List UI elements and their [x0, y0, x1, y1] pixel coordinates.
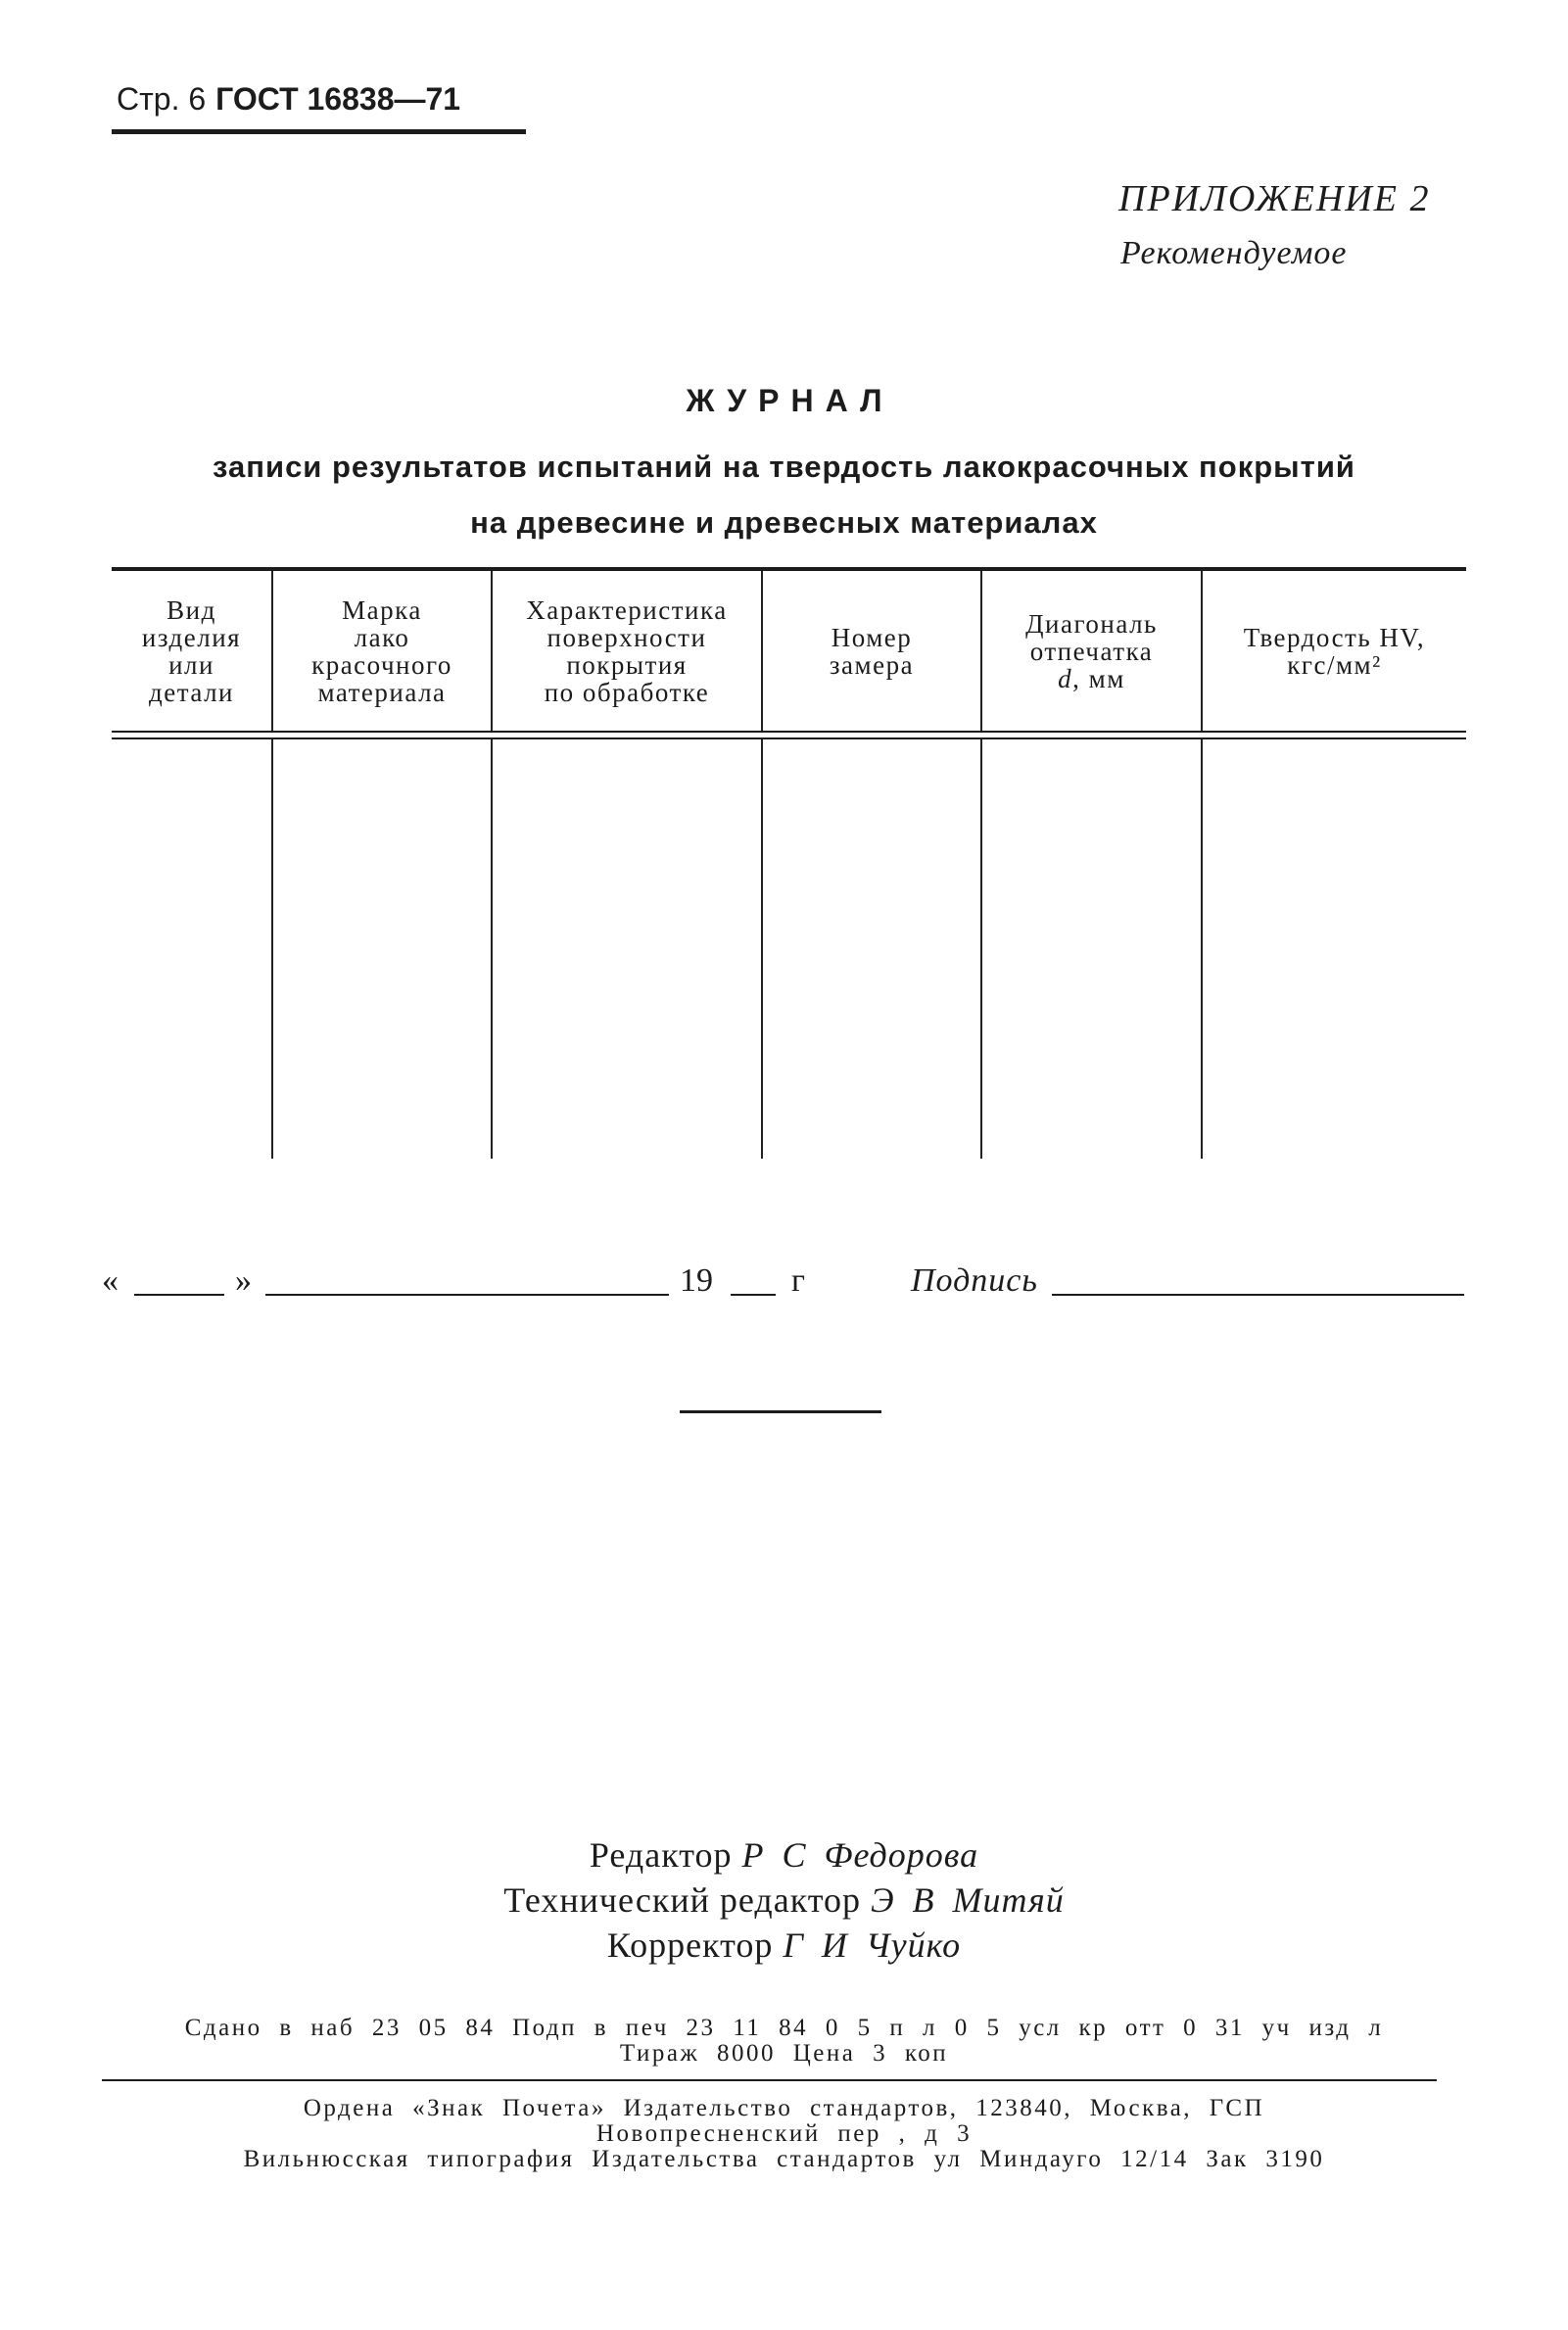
running-header	[117, 80, 460, 118]
table-body-column	[273, 739, 493, 1159]
column-header-line: Марка	[342, 594, 422, 625]
credit-line-technical-editor	[0, 1878, 1568, 1923]
date-year-abbr: г	[791, 1262, 805, 1299]
table-body-column	[982, 739, 1203, 1159]
column-header-measurement-number	[763, 571, 982, 731]
credit-role: Технический редактор	[503, 1880, 861, 1920]
credit-name: Г И Чуйко	[783, 1926, 962, 1965]
table-body-column	[493, 739, 763, 1159]
column-header-line: Вид	[166, 594, 216, 625]
column-header-line: лако	[354, 622, 410, 652]
table-body-column	[112, 739, 273, 1159]
date-century: 19	[680, 1262, 713, 1299]
imprint-circulation: Тираж 8000 Цена 3 коп	[619, 2040, 949, 2067]
signature-blank	[1052, 1294, 1464, 1296]
journal-subtitle-line-2: на древесине и древесных материалах	[470, 505, 1098, 540]
table-header-row	[112, 571, 1466, 731]
column-header-paint-grade	[273, 571, 493, 731]
page-number: Стр. 6	[117, 81, 207, 117]
credit-role: Редактор	[589, 1835, 733, 1875]
date-month-blank	[265, 1294, 669, 1296]
credit-name: Э В Митяй	[870, 1880, 1065, 1920]
column-header-item-type	[112, 571, 273, 731]
date-day-blank	[134, 1294, 224, 1296]
column-header-line: материала	[317, 677, 447, 707]
table-header-double-rule	[112, 731, 1466, 739]
column-header-line: Твердость HV,	[1243, 622, 1426, 652]
column-header-line: красочного	[311, 649, 452, 680]
imprint-printer: Вильнюсская типография Издательства стандартов ул Миндауго 12/14 Зак 3190	[243, 2146, 1325, 2172]
section-divider	[680, 1410, 881, 1413]
imprint-address: Новопресненский пер , д 3	[595, 2120, 973, 2147]
column-header-line: отпечатка	[1029, 636, 1154, 666]
journal-title: ЖУРНАЛ	[686, 383, 894, 418]
column-header-line: Номер	[831, 622, 913, 652]
table-body-column	[1203, 739, 1466, 1159]
editorial-credits	[0, 1832, 1568, 1968]
credit-role: Корректор	[606, 1926, 774, 1965]
credit-line-proofreader	[0, 1923, 1568, 1968]
date-quote-open: «	[102, 1262, 119, 1299]
date-quote-close: »	[235, 1262, 252, 1299]
appendix-status: Рекомендуемое	[1120, 235, 1348, 271]
diagonal-symbol: d	[1058, 663, 1073, 693]
column-header-line: Характеристика	[526, 594, 728, 625]
column-header-line: детали	[149, 677, 234, 707]
credit-line-editor	[0, 1832, 1568, 1878]
column-header-line: кгс/мм²	[1287, 649, 1382, 680]
column-header-line: или	[168, 649, 214, 680]
imprint-publisher: Ордена «Знак Почета» Издательство стандартов, 123840, Москва, ГСП	[303, 2095, 1265, 2121]
column-header-surface-characteristic	[493, 571, 763, 731]
date-year-blank	[731, 1294, 776, 1296]
table-body	[112, 739, 1466, 1159]
appendix-title: ПРИЛОЖЕНИЕ 2	[1118, 178, 1431, 219]
column-header-imprint-diagonal	[982, 571, 1203, 731]
standard-number: ГОСТ 16838—71	[215, 81, 461, 117]
journal-subtitle-line-1: записи результатов испытаний на твердость лакокрасочных покрытий	[213, 450, 1355, 484]
column-header-line	[1058, 665, 1125, 692]
column-header-line: замера	[829, 649, 915, 680]
header-rule	[112, 129, 526, 134]
results-table	[112, 567, 1466, 1159]
diagonal-unit: , мм	[1072, 663, 1125, 693]
imprint-rule	[102, 2079, 1437, 2081]
column-header-line: поверхности	[546, 622, 707, 652]
table-body-column	[763, 739, 982, 1159]
column-header-line: изделия	[141, 622, 242, 652]
column-header-line: покрытия	[566, 649, 688, 680]
imprint-print-data: Сдано в наб 23 05 84 Подп в печ 23 11 84 0 5 п л 0 5 усл кр отт 0 31 уч изд л	[184, 2015, 1384, 2041]
signature-label: Подпись	[911, 1262, 1038, 1299]
column-header-hardness	[1203, 571, 1466, 731]
column-header-line: по обработке	[544, 677, 710, 707]
column-header-line: Диагональ	[1025, 608, 1158, 639]
credit-name: Р С Федорова	[741, 1835, 979, 1875]
